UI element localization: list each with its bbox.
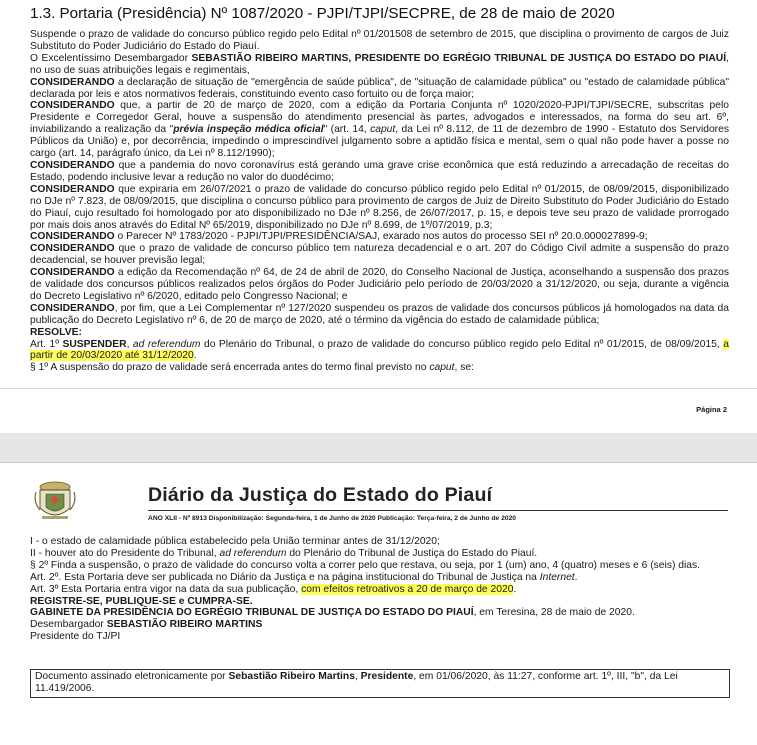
considerando-paragraph: CONSIDERANDO que, a partir de 20 de março de 2020, com a edição da Portaria Conjunta nº 1020/2020-PJPI/TJPI/SECRE, subscritas pelo Presidente e Corregedor Geral, houve a suspensão do atendimento presencial às partes, advogados e interessados, na forma do seu art. 6º, inviabilizando a realização da "prévia inspeção médica oficial" (art. 14, caput, da Lei nº 8.112, de 11 de dezembro de 1990 - Estatuto dos Servidores Públicos da União) e, por decorrência, impedindo o imprescindível julgamento sobre a aptidão física e mental, sem o qual não pode haver a posse no cargo (art. 14, parágrafo único, da Lei nº 8.112/1990); <box>30 100 729 160</box>
ementa-paragraph: Suspende o prazo de validade do concurso público regido pelo Edital nº 01/201508 de setembro de 2015, que disciplina o provimento de cargos de Juiz Substituto do Poder Judiciário do Estado do Piauí. <box>30 29 729 52</box>
considerando-paragraph: CONSIDERANDO que o prazo de validade de concurso público tem natureza decadencial e o art. 207 do Código Civil admite a suspensão do prazo decadencial, se houver previsão legal; <box>30 243 729 267</box>
signatory-name: Desembargador SEBASTIÃO RIBEIRO MARTINS <box>30 619 263 631</box>
article-3-paragraph: Art. 3º Esta Portaria entra vigor na data da sua publicação, com efeitos retroativos a 20 de março de 2020. <box>30 583 517 595</box>
highlighted-retroactive: com efeitos retroativos a 20 de março de 2020 <box>301 583 514 595</box>
considerando-paragraph: CONSIDERANDO a edição da Recomendação nº 64, de 24 de abril de 2020, do Conselho Nacional de Justiça, aconselhando a suspensão dos prazos de validade dos concursos públicos realizados pelos órgãos do Poder Judiciário pelo período de 20/03/2020 a 31/12/2020, ou seja, durante a vigência do Decreto Legislativo nº 6/2020, editado pelo Congresso Nacional; e <box>30 267 729 302</box>
clause-ii: II - houver ato do Presidente do Tribunal, ad referendum do Plenário do Tribunal de Justiça do Estado do Piauí. <box>30 547 538 559</box>
page-number: Página 2 <box>696 405 727 414</box>
journal-title-rule <box>148 510 728 511</box>
signatory-title: Presidente do TJ/PI <box>30 631 121 643</box>
closing-formula: REGISTRE-SE, PUBLIQUE-SE e CUMPRA-SE. <box>30 595 253 607</box>
preamble-paragraph: O Excelentíssimo Desembargador SEBASTIÃO RIBEIRO MARTINS, PRESIDENTE DO EGRÉGIO TRIBUNAL DE JUSTIÇA DO ESTADO DO PIAUÍ, no uso de suas atribuições legais e regimentais, <box>30 52 729 76</box>
considerando-paragraph: CONSIDERANDO o Parecer Nº 1783/2020 - PJPI/TJPI/PRESIDÊNCIA/SAJ, exarado nos autos do processo SEI nº 20.0.000027899-9; <box>30 231 648 243</box>
resolve-heading: RESOLVE: <box>30 326 82 338</box>
article-2-paragraph: Art. 2º. Esta Portaria deve ser publicada no Diário da Justiça e na página institucional do Tribunal de Justiça na Internet. <box>30 571 578 583</box>
page-divider <box>0 388 757 389</box>
article-1-paragraph: Art. 1º SUSPENDER, ad referendum do Plenário do Tribunal, o prazo de validade do concurso público regido pelo Edital nº 01/2015, de 08/09/2015, a partir de 20/03/2020 até 31/12/2020. <box>30 338 729 362</box>
portaria-continuation <box>30 536 729 643</box>
paragraph-2: § 2º Finda a suspensão, o prazo de validade do concurso volta a correr pelo que restava, ou seja, por 1 (um) ano, 4 (quatro) meses e 6 (seis) dias. <box>30 559 700 571</box>
electronic-signature-box: Documento assinado eletronicamente por Sebastião Ribeiro Martins, Presidente, em 01/06/2020, às 11:27, conforme art. 1º, III, "b", da Lei 11.419/2006. <box>30 669 730 698</box>
portaria-body <box>30 29 729 374</box>
president-name: SEBASTIÃO RIBEIRO MARTINS, PRESIDENTE DO EGRÉGIO TRIBUNAL DE JUSTIÇA DO ESTADO DO PIAUÍ <box>191 52 727 64</box>
considerando-paragraph: CONSIDERANDO, por fim, que a Lei Complementar nº 127/2020 suspendeu os prazos de validade dos concursos públicos já homologados na data da publicação do Decreto Legislativo nº 6, de 20 de março de 2020, até o término da vigência do estado de calamidade pública; <box>30 302 729 326</box>
page-gap-border <box>0 462 757 463</box>
journal-edition-info: ANO XLII - Nº 8913 Disponibilização: Segunda-feira, 1 de Junho de 2020 Publicação: Terça-feira, 2 de Junho de 2020 <box>148 515 517 522</box>
portaria-heading: 1.3. Portaria (Presidência) Nº 1087/2020 - PJPI/TJPI/SECPRE, de 28 de maio de 2020 <box>30 5 615 22</box>
page-gap <box>0 433 757 463</box>
considerando-paragraph: CONSIDERANDO a declaração de situação de "emergência de saúde pública", de "situação de calamidade pública" ou "estado de calamidade pública" declarada por leis e atos normativos federais, constituindo evento caso fortuito ou de força maior; <box>30 76 729 100</box>
coat-of-arms-icon <box>34 478 76 523</box>
considerando-paragraph: CONSIDERANDO que a pandemia do novo coronavírus está gerando uma grave crise econômica que está reduzindo a arrecadação de receitas do Estado, podendo inclusive levar a redução no valor do duodécimo; <box>30 159 729 183</box>
paragraph-1: § 1º A suspensão do prazo de validade será encerrada antes do termo final previsto no caput, se: <box>30 362 474 374</box>
place-date-line: GABINETE DA PRESIDÊNCIA DO EGRÉGIO TRIBUNAL DE JUSTIÇA DO ESTADO DO PIAUÍ, em Teresina, 28 de maio de 2020. <box>30 607 635 619</box>
considerando-paragraph: CONSIDERANDO que expiraria em 26/07/2021 o prazo de validade do concurso público regido pelo Edital nº 01/2015, de 08/09/2015, disponibilizado no DJe nº 7.823, de 08/09/2015, que disciplina o concurso público para provimento de cargos de Juiz de Direito Substituto do Poder Judiciário do Estado do Piauí, cujo resultado foi homologado por ato disponibilizado no DJe nº 8.256, de 26/07/2017, p. 15, e depois teve seu prazo de validade prorrogado por mais dois anos através do Edital Nº 65/2019, disponibilizado no DJe nº 8.699, de 1º/07/2019, p.3; <box>30 183 729 231</box>
clause-i: I - o estado de calamidade pública estabelecido pela União terminar antes de 31/12/2020; <box>30 536 440 547</box>
highlighted-period: a partir de 20/03/2020 até 31/12/2020 <box>30 338 729 362</box>
journal-title: Diário da Justiça do Estado do Piauí <box>148 484 493 506</box>
